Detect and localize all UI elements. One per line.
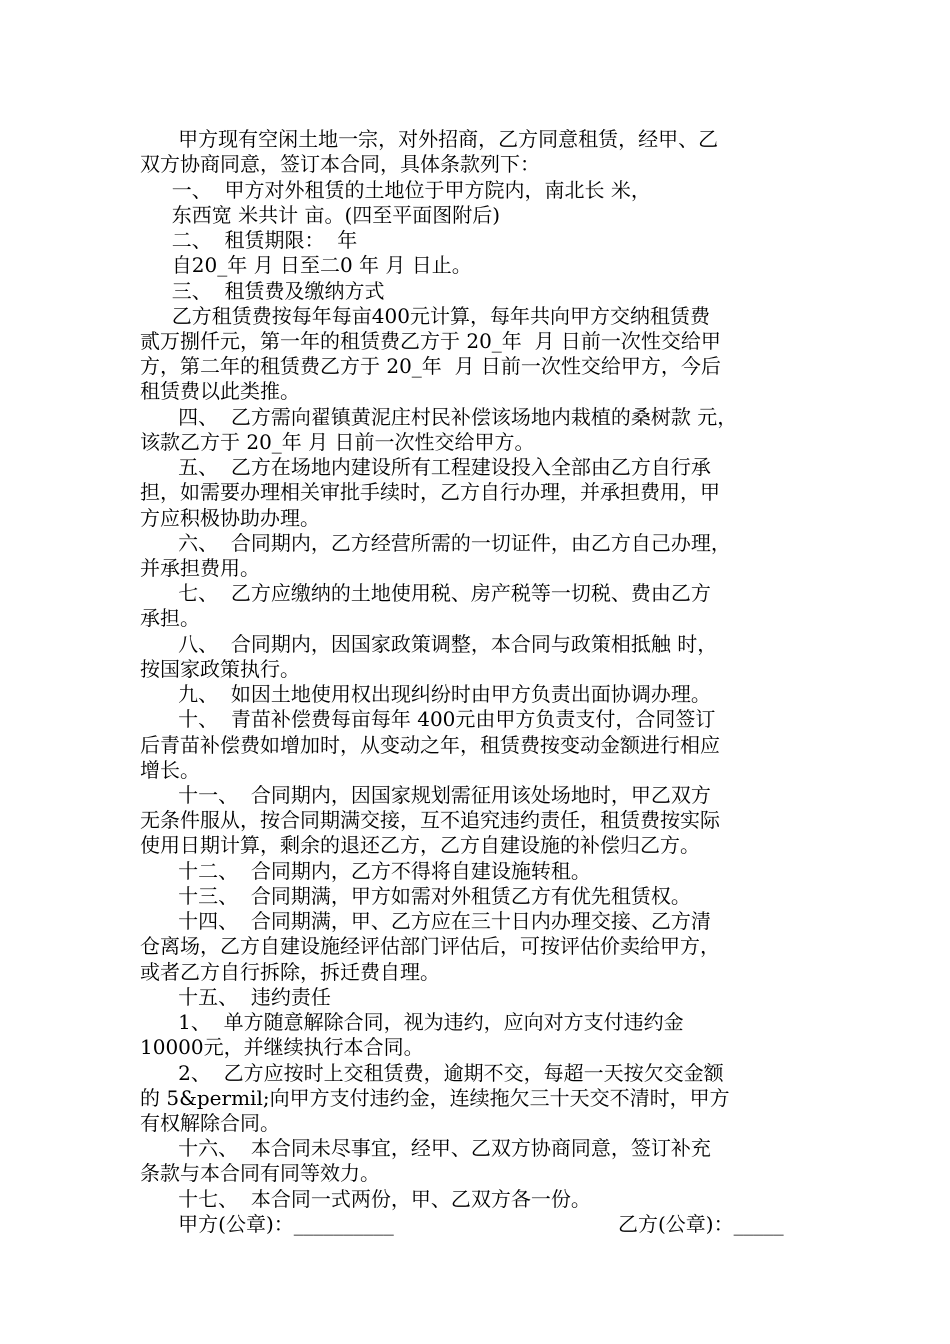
contract-line: 使用日期计算，剩余的退还乙方，乙方自建设施的补偿归乙方。 <box>140 833 700 857</box>
contract-line: 并承担费用。 <box>140 556 260 580</box>
contract-line: 无条件服从，按合同期满交接，互不追究违约责任，租赁费按实际 <box>140 808 720 832</box>
contract-line: 或者乙方自行拆除，拆迁费自理。 <box>140 960 440 984</box>
contract-line: 后青苗补偿费如增加时，从变动之年，租赁费按变动金额进行相应 <box>140 733 720 757</box>
contract-line: 六、 合同期内，乙方经营所需的一切证件，由乙方自己办理， <box>140 531 731 555</box>
contract-line: 十六、 本合同未尽事宜，经甲、乙双方协商同意，签订补充 <box>140 1136 711 1160</box>
contract-line: 十、 青苗补偿费每亩每年 400元由甲方负责支付，合同签订 <box>140 707 716 731</box>
contract-line: 乙方租赁费按每年每亩400元计算，每年共向甲方交纳租赁费 <box>140 304 710 328</box>
contract-line: 七、 乙方应缴纳的土地使用税、房产税等一切税、费由乙方 <box>140 581 711 605</box>
contract-line: 2、 乙方应按时上交租赁费，逾期不交，每超一天按欠交金额 <box>140 1061 724 1085</box>
contract-line: 增长。 <box>140 758 200 782</box>
contract-line: 该款乙方于 20_年 月 日前一次性交给甲方。 <box>140 430 535 454</box>
contract-line: 十四、 合同期满，甲、乙方应在三十日内办理交接、乙方清 <box>140 909 711 933</box>
contract-line: 10000元，并继续执行本合同。 <box>140 1035 424 1059</box>
contract-line: 十五、 违约责任 <box>140 985 331 1009</box>
contract-line: 二、 租赁期限： 年 <box>140 228 358 252</box>
contract-line: 东西宽 米共计 亩。(四至平面图附后) <box>140 203 501 227</box>
contract-line: 租赁费以此类推。 <box>140 379 300 403</box>
contract-line: 九、 如因土地使用权出现纠纷时由甲方负责出面协调办理。 <box>140 682 711 706</box>
contract-line: 双方协商同意，签订本合同，具体条款列下： <box>140 152 540 176</box>
contract-line: 十一、 合同期内，因国家规划需征用该处场地时，甲乙双方 <box>140 783 711 807</box>
contract-line: 自20_年 月 日至二0 年 月 日止。 <box>140 253 472 277</box>
contract-line: 承担。 <box>140 606 200 630</box>
contract-line: 十三、 合同期满，甲方如需对外租赁乙方有优先租赁权。 <box>140 884 691 908</box>
contract-line: 1、 单方随意解除合同，视为违约，应向对方支付违约金 <box>140 1010 684 1034</box>
contract-line: 十二、 合同期内，乙方不得将自建设施转租。 <box>140 859 591 883</box>
contract-line: 八、 合同期内，因国家政策调整，本合同与政策相抵触 时， <box>140 632 718 656</box>
contract-line: 四、 乙方需向翟镇黄泥庄村民补偿该场地内栽植的桑树款 元， <box>140 405 738 429</box>
contract-line: 方，第二年的租赁费乙方于 20_年 月 日前一次性交给甲方，今后 <box>140 354 721 378</box>
contract-line: 条款与本合同有同等效力。 <box>140 1161 380 1185</box>
signature-party-b: 乙方(公章)：_____ <box>618 1212 784 1236</box>
contract-line: 五、 乙方在场地内建设所有工程建设投入全部由乙方自行承 <box>140 455 711 479</box>
contract-line: 担，如需要办理相关审批手续时，乙方自行办理，并承担费用，甲 <box>140 480 720 504</box>
contract-line: 的 5&permil;向甲方支付违约金，连续拖欠三十天交不清时，甲方 <box>140 1086 730 1110</box>
contract-line: 仓离场，乙方自建设施经评估部门评估后，可按评估价卖给甲方， <box>140 934 720 958</box>
contract-line: 十七、 本合同一式两份，甲、乙双方各一份。 <box>140 1187 591 1211</box>
contract-line: 方应积极协助办理。 <box>140 506 320 530</box>
contract-line: 三、 租赁费及缴纳方式 <box>140 279 385 303</box>
contract-line: 甲方现有空闲土地一宗，对外招商，乙方同意租赁，经甲、乙 <box>140 127 719 151</box>
contract-line: 一、 甲方对外租赁的土地位于甲方院内，南北长 米， <box>140 178 651 202</box>
contract-line: 贰万捌仟元，第一年的租赁费乙方于 20_年 月 日前一次性交给甲 <box>140 329 721 353</box>
signature-party-a: 甲方(公章)：__________ <box>140 1212 394 1236</box>
contract-line: 按国家政策执行。 <box>140 657 300 681</box>
contract-line: 有权解除合同。 <box>140 1111 280 1135</box>
